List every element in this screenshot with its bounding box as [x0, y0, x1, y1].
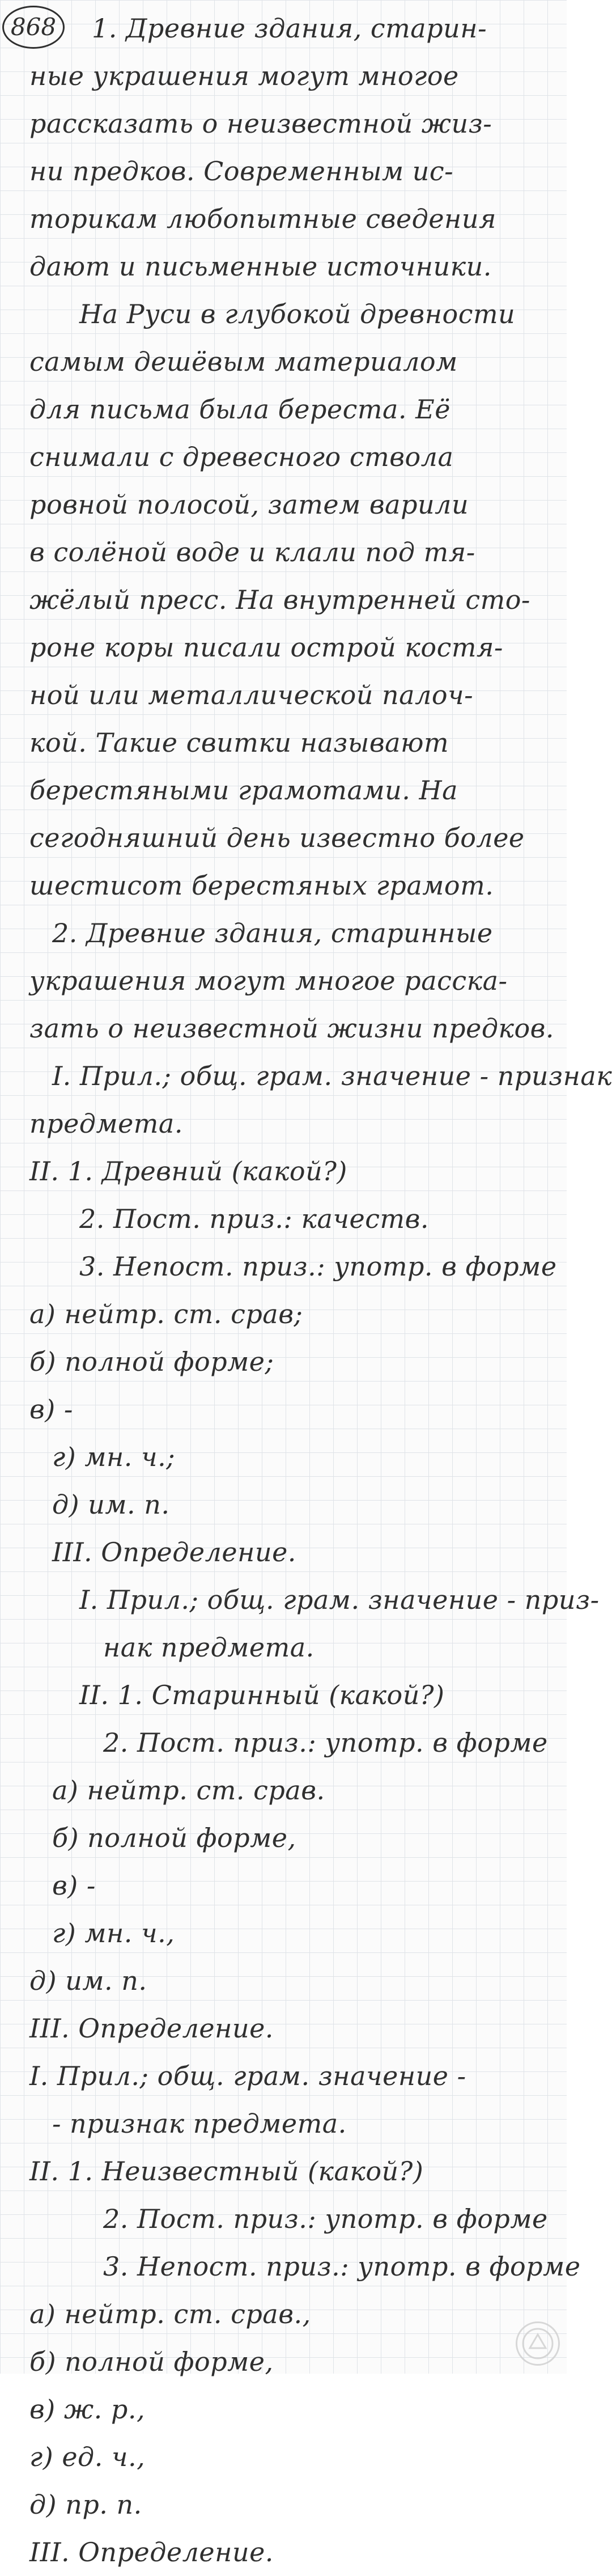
text-line: торикам любопытные сведения [29, 204, 496, 234]
text-line: III. Определение. [29, 2013, 274, 2044]
text-line: кой. Такие свитки называют [29, 727, 449, 758]
text-line: для письма была береста. Её [29, 394, 450, 425]
text-line: украшения могут многое расска- [29, 965, 508, 996]
handwritten-text [29, 5, 612, 2576]
text-line: самым дешёвым материалом [29, 346, 458, 377]
text-line: 3. Непост. приз.: употр. в форме [79, 1251, 557, 1282]
text-line: ной или металлической палоч- [29, 680, 474, 710]
text-line: снимали с древесного ствола [29, 442, 454, 472]
text-line: I. Прил.; общ. грам. значение - [29, 2061, 466, 2091]
text-line: II. 1. Старинный (какой?) [79, 1680, 445, 1710]
text-line: в солёной воде и клали под тя- [29, 537, 475, 567]
text-line: д) им. п. [52, 1489, 170, 1520]
text-line: 2. Пост. приз.: употр. в форме [103, 2204, 548, 2234]
text-line: ни предков. Современным ис- [29, 156, 454, 187]
text-line: нак предмета. [103, 1632, 314, 1663]
text-line: I. Прил.; общ. грам. значение - признак [52, 1061, 612, 1091]
text-line: роне коры писали острой костя- [29, 632, 503, 663]
text-line: I. Прил.; общ. грам. значение - приз- [79, 1584, 600, 1615]
text-line: жёлый пресс. На внутренней сто- [29, 584, 530, 615]
text-line: - признак предмета. [52, 2108, 347, 2139]
text-line: 2. Древние здания, старинные [52, 918, 493, 948]
text-line: г) ед. ч., [29, 2442, 146, 2472]
text-line: ные украшения могут многое [29, 61, 459, 91]
text-line: III. Определение. [29, 2537, 274, 2567]
text-line: На Руси в глубокой древности [79, 299, 516, 329]
text-line: а) нейтр. ст. срав; [29, 1299, 303, 1329]
text-line: II. 1. Древний (какой?) [29, 1156, 347, 1187]
text-line: 1. Древние здания, старин- [92, 13, 487, 44]
text-line: рассказать о неизвестной жиз- [29, 108, 492, 139]
text-line: в) - [29, 1394, 73, 1425]
text-line: берестяными грамотами. На [29, 775, 458, 806]
task-number: 868 [10, 13, 57, 41]
text-line: дают и письменные источники. [29, 251, 492, 282]
text-line: в) - [52, 1870, 96, 1901]
text-line: а) нейтр. ст. срав. [52, 1775, 325, 1806]
text-line: в) ж. р., [29, 2394, 146, 2425]
text-line: г) мн. ч.; [52, 1442, 176, 1472]
text-line: сегодняшний день известно более [29, 823, 525, 853]
text-line: предмета. [29, 1108, 183, 1139]
text-line: б) полной форме, [52, 1823, 296, 1853]
text-line: II. 1. Неизвестный (какой?) [29, 2156, 424, 2187]
text-line: ровной полосой, затем варили [29, 489, 469, 520]
text-line: зать о неизвестной жизни предков. [29, 1013, 555, 1044]
text-line: а) нейтр. ст. срав., [29, 2299, 311, 2329]
text-line: шестисот берестяных грамот. [29, 870, 494, 901]
text-line: б) полной форме; [29, 1346, 274, 1377]
text-line: д) пр. п. [29, 2489, 142, 2520]
text-line: д) им. п. [29, 1965, 147, 1996]
text-line: 2. Пост. приз.: употр. в форме [103, 1727, 548, 1758]
text-line: III. Определение. [52, 1537, 296, 1567]
text-line: г) мн. ч., [52, 1918, 175, 1948]
text-line: б) полной форме, [29, 2346, 274, 2377]
watermark-logo [516, 2321, 560, 2366]
text-line: 3. Непост. приз.: употр. в форме [103, 2251, 581, 2282]
text-line: 2. Пост. приз.: качеств. [79, 1204, 429, 1234]
logo-icon [517, 2323, 558, 2364]
